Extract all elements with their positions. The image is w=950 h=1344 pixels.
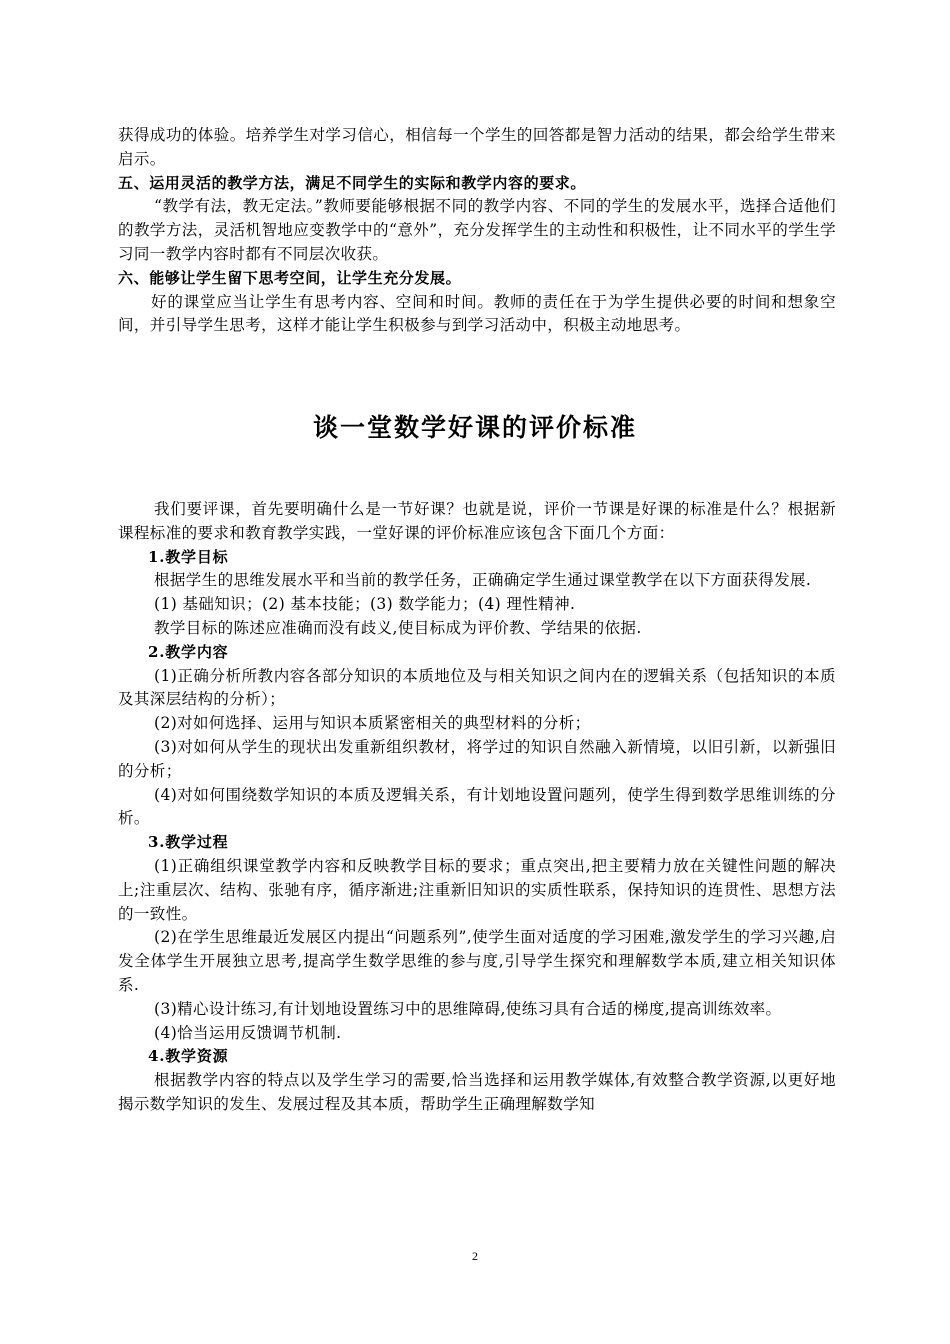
- paragraph: (4)恰当运用反馈调节机制.: [154, 1023, 342, 1042]
- paragraph: 根据学生的思维发展水平和当前的教学任务，正确确定学生通过课堂教学在以下方面获得发展.: [154, 571, 812, 590]
- article-body: [118, 498, 836, 1117]
- paragraph: “教学有法，教无定法。”教师要能够根据不同的教学内容、不同的学生的发展水平，选择合适他们的教学方法，灵活机智地应变教学中的“意外”，充分发挥学生的主动性和积极性，让不同水平的学生学习同一教学内容时都有不同层次收获。: [118, 197, 836, 263]
- paragraph: (3)精心设计练习,有计划地设置练习中的思维障碍,使练习具有合适的梯度,提高训练效率。: [154, 999, 782, 1018]
- paragraph: (1)正确组织课堂教学内容和反映教学目标的要求；重点突出,把主要精力放在关键性问题的解决上;注重层次、结构、张驰有序，循序渐进;注重新旧知识的实质性联系，保持知识的连贯性、思想方法的一致性。: [118, 856, 836, 923]
- paragraph: 教学目标的陈述应准确而没有歧义,使目标成为评价教、学结果的依据.: [154, 618, 642, 637]
- paragraph: (2)在学生思维最近发展区内提出“问题系列”,使学生面对适度的学习困难,激发学生的学习兴趣,启发全体学生开展独立思考,提高学生数学思维的参与度,引导学生探究和理解数学本质,建立相关知识体系.: [118, 928, 836, 994]
- paragraph: (2)对如何选择、运用与知识本质紧密相关的典型材料的分析；: [154, 714, 591, 733]
- paragraph: (4)对如何围绕数学知识的本质及逻辑关系，有计划地设置问题列，使学生得到数学思维训练的分析。: [118, 785, 836, 828]
- article-title: 谈一堂数学好课的评价标准: [312, 413, 637, 442]
- paragraph: (3)对如何从学生的现状出发重新组织教材，将学过的知识自然融入新情境，以旧引新，以新强旧的分析；: [118, 737, 836, 780]
- paragraph: 获得成功的体验。培养学生对学习信心，相信每一个学生的回答都是智力活动的结果，都会给学生带来启示。: [118, 126, 836, 168]
- section-heading-resources: 4.教学资源: [148, 1047, 229, 1066]
- section-heading-process: 3.教学过程: [148, 833, 229, 852]
- section-heading-5: 五、运用灵活的教学方法，满足不同学生的实际和教学内容的要求。: [118, 173, 587, 192]
- paragraph: (1)正确分析所教内容各部分知识的本质地位及与相关知识之间内在的逻辑关系（包括知识的本质及其深层结构的分析）；: [118, 666, 836, 709]
- paragraph: 根据教学内容的特点以及学生学习的需要,恰当选择和运用教学媒体,有效整合教学资源,以更好地揭示数学知识的发生、发展过程及其本质，帮助学生正确理解数学知: [118, 1071, 836, 1113]
- paragraph: 好的课堂应当让学生有思考内容、空间和时间。教师的责任在于为学生提供必要的时间和想象空间，并引导学生思考，这样才能让学生积极参与到学习活动中，积极主动地思考。: [118, 292, 836, 335]
- intro-paragraph: 我们要评课，首先要明确什么是一节好课？也就是说，评价一节课是好课的标准是什么？根据新课程标准的要求和教育教学实践，一堂好课的评价标准应该包含下面几个方面：: [118, 500, 836, 542]
- paragraph: (1) 基础知识；(2) 基本技能；(3) 数学能力；(4) 理性精神.: [154, 595, 576, 614]
- page-number: 2: [472, 1249, 478, 1263]
- top-section: [118, 124, 836, 338]
- section-heading-objectives: 1.教学目标: [148, 547, 229, 566]
- section-heading-content: 2.教学内容: [148, 642, 229, 661]
- section-heading-6: 六、能够让学生留下思考空间，让学生充分发展。: [118, 268, 462, 287]
